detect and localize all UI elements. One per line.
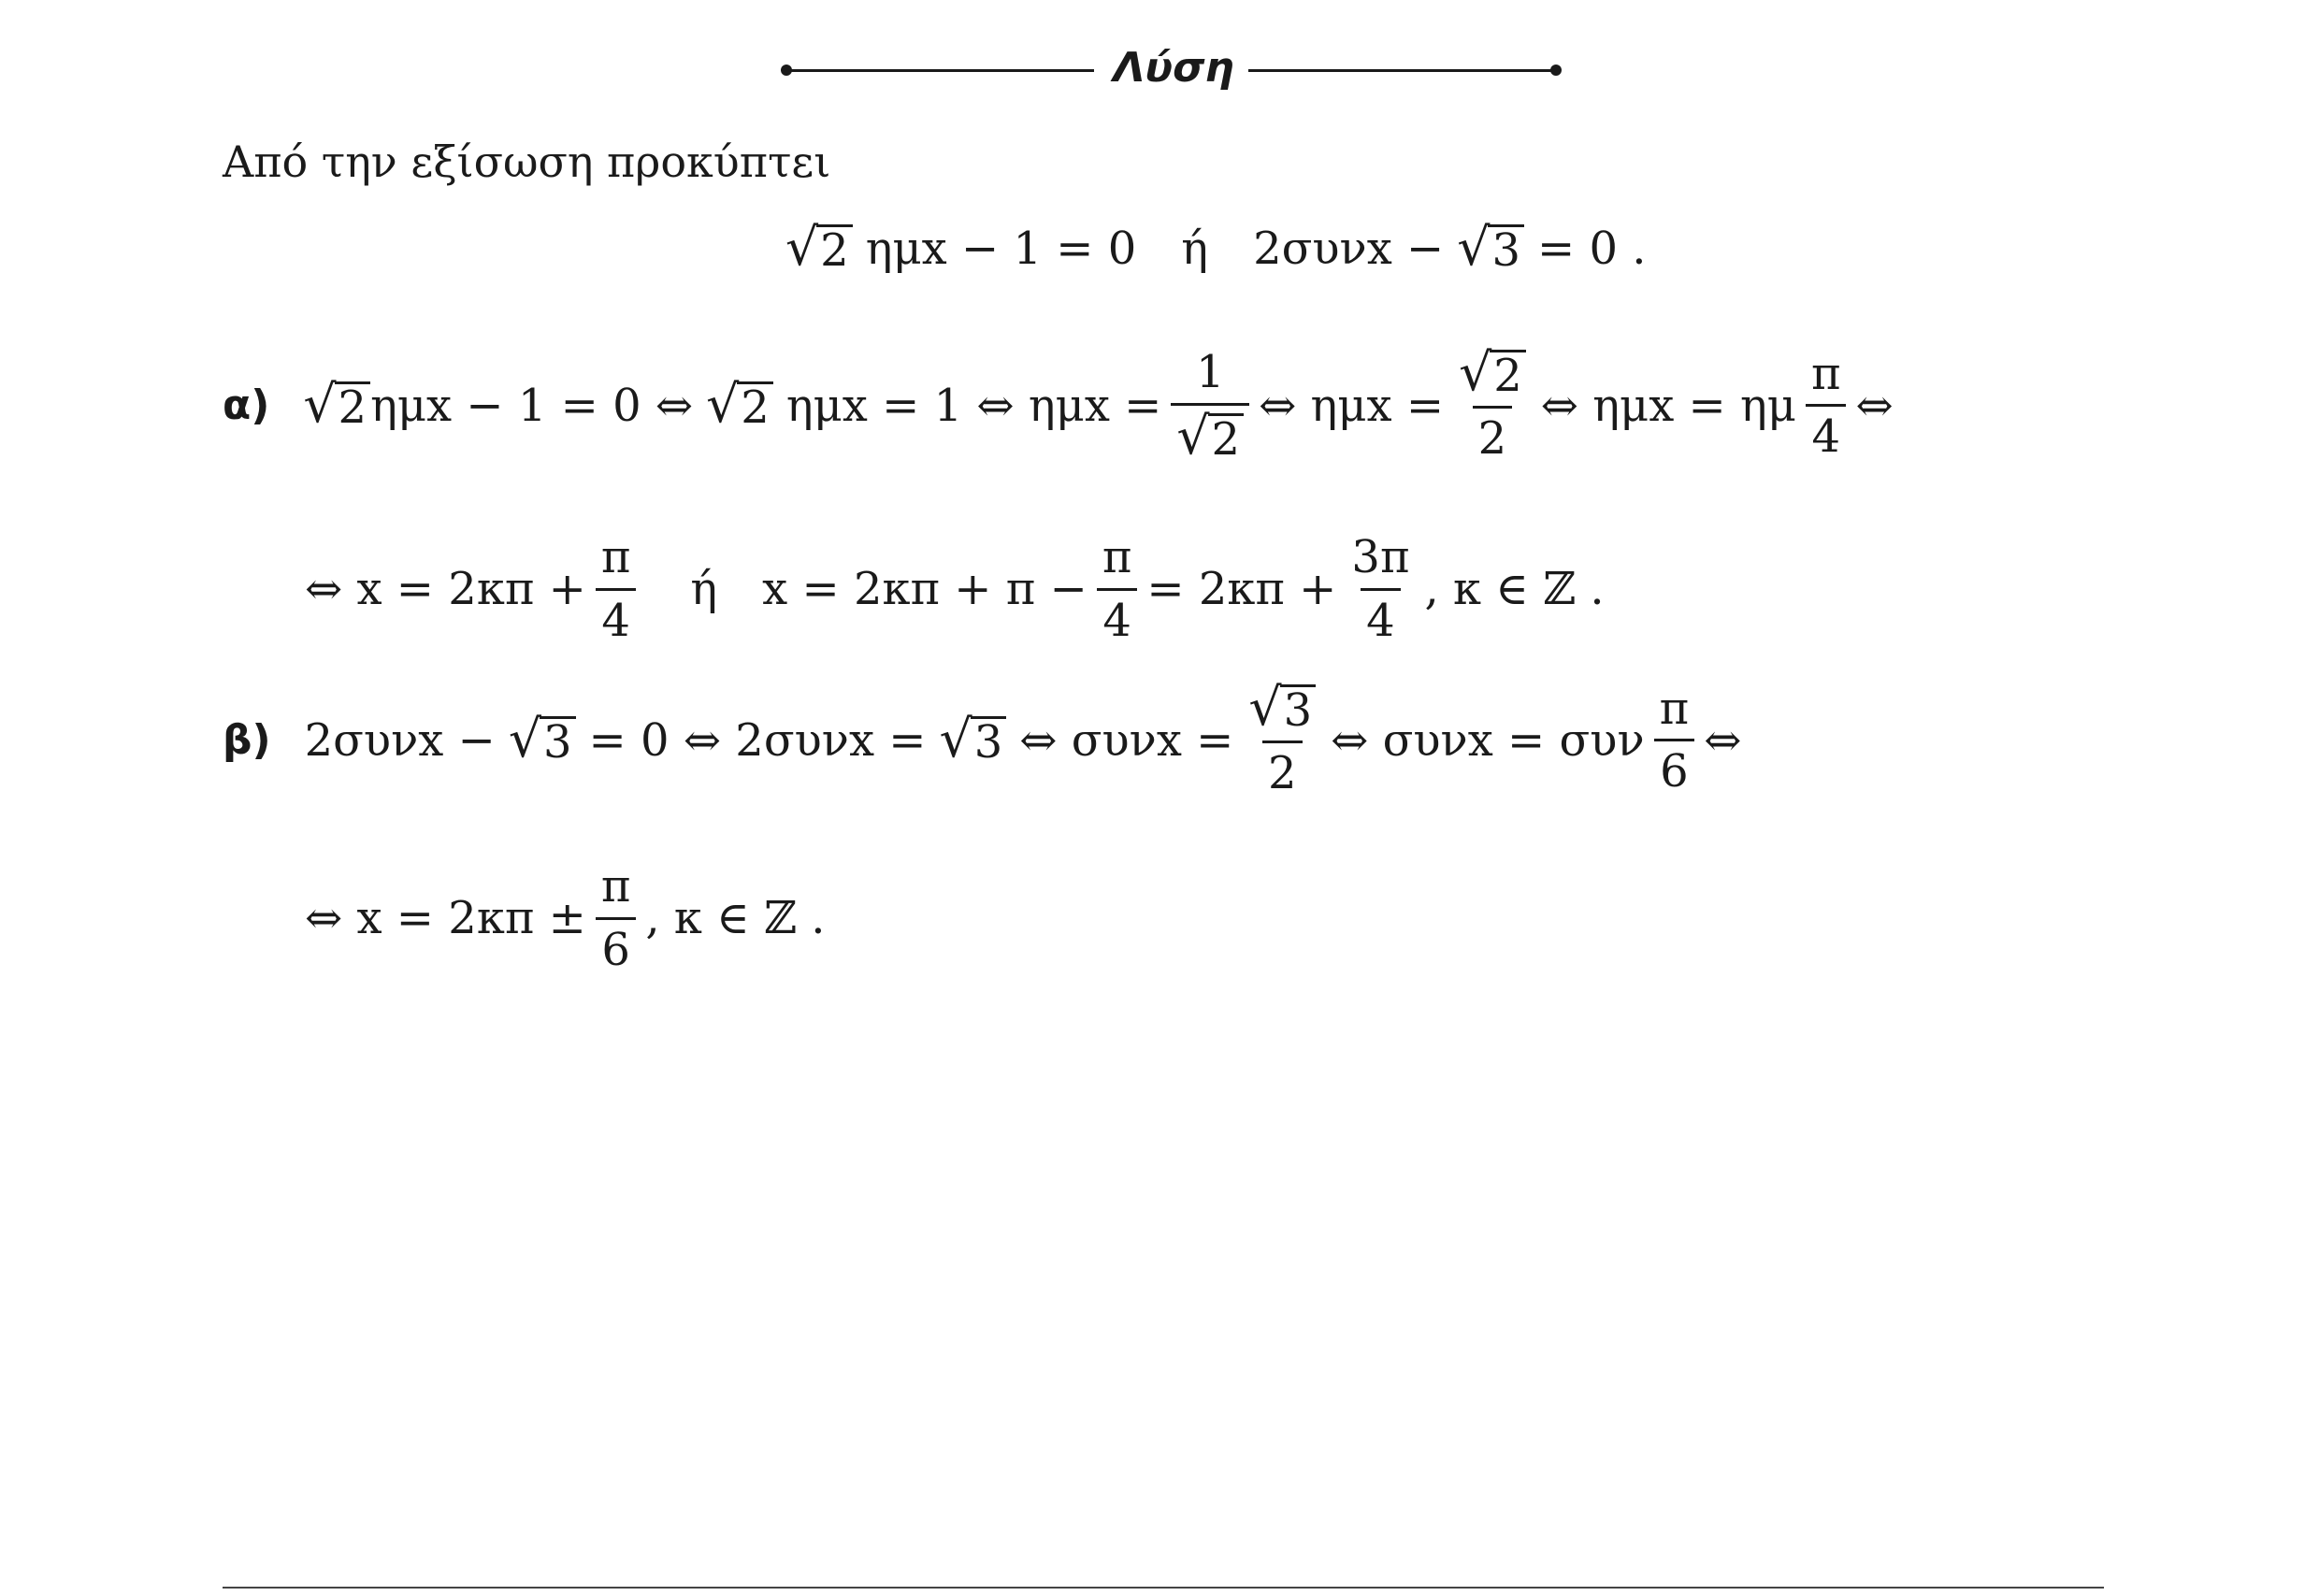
eq-part: x = 2κπ + π − bbox=[762, 563, 1087, 616]
bottom-rule bbox=[223, 1587, 2104, 1589]
eq-part: ημx − 1 = 0 ⇔ bbox=[370, 379, 694, 432]
sqrt-term: √ 2 bbox=[706, 380, 773, 431]
eq-part: = 2κπ + bbox=[1146, 563, 1337, 616]
eq-part: ⇔ ημx = ημ bbox=[1540, 379, 1796, 432]
sqrt-term: √ 2 bbox=[785, 223, 853, 274]
eq-part: , κ ∈ ℤ . bbox=[645, 892, 826, 945]
or-word: ή bbox=[1181, 223, 1209, 275]
fraction: √ 3 2 bbox=[1243, 683, 1321, 798]
fraction: $\frac{\pi}{4}$ bbox=[1097, 533, 1138, 646]
eq-part: ημx = 1 ⇔ ημx = bbox=[785, 379, 1162, 432]
eq-part: ⇔ συνx = συν bbox=[1331, 713, 1645, 767]
eq-part: = 0 ⇔ 2συνx = bbox=[588, 713, 927, 767]
fraction: $\frac{\pi}{6}$ bbox=[596, 862, 637, 975]
sqrt-term: √ 2 bbox=[303, 380, 370, 431]
sqrt-term: √ 3 bbox=[940, 714, 1007, 766]
sqrt-term: √ 3 bbox=[509, 714, 576, 766]
fraction: $\frac{\pi}{4}$ bbox=[1806, 350, 1847, 463]
eq-part: ⇔ bbox=[1704, 713, 1742, 767]
solution-title: Λύση bbox=[1113, 44, 1234, 92]
eq-part: 2συνx − bbox=[1253, 223, 1445, 275]
or-word: ή bbox=[690, 563, 718, 616]
eq-part: ⇔ x = 2κπ + bbox=[305, 563, 586, 616]
part-a-line-2 bbox=[305, 533, 1605, 646]
fraction: √ 2 2 bbox=[1453, 348, 1532, 464]
header-right-rule bbox=[1248, 69, 1557, 72]
eq-part: ⇔ ημx = bbox=[1259, 379, 1445, 432]
eq-part: ημx − 1 = 0 bbox=[865, 223, 1137, 275]
part-b-line-1 bbox=[223, 678, 1742, 799]
sqrt-term: √ 3 bbox=[1457, 223, 1524, 274]
header-right-dot bbox=[1550, 65, 1562, 76]
eq-part: 2συνx − bbox=[304, 713, 496, 767]
part-b-label: β) bbox=[223, 716, 271, 765]
fraction: $\frac{\pi}{4}$ bbox=[596, 533, 637, 646]
solution-header bbox=[0, 42, 2319, 98]
eq-part: ⇔ συνx = bbox=[1019, 713, 1234, 767]
fraction: $\frac{\pi}{6}$ bbox=[1654, 684, 1695, 798]
part-a-label: α) bbox=[223, 381, 270, 430]
part-a-line-1 bbox=[223, 343, 1894, 467]
fraction: 1 √ 2 bbox=[1171, 348, 1249, 464]
header-left-rule bbox=[785, 69, 1094, 72]
eq-part: ⇔ x = 2κπ ± bbox=[305, 892, 586, 945]
main-equation bbox=[785, 218, 1647, 279]
fraction: $\frac{3\pi}{4}$ bbox=[1351, 531, 1410, 647]
intro-text: Από την εξίσωση προκύπτει bbox=[223, 137, 831, 187]
eq-part: , κ ∈ ℤ . bbox=[1424, 563, 1605, 616]
part-b-line-2 bbox=[305, 862, 826, 975]
eq-part: = 0 . bbox=[1537, 223, 1647, 275]
eq-part: ⇔ bbox=[1855, 379, 1894, 432]
